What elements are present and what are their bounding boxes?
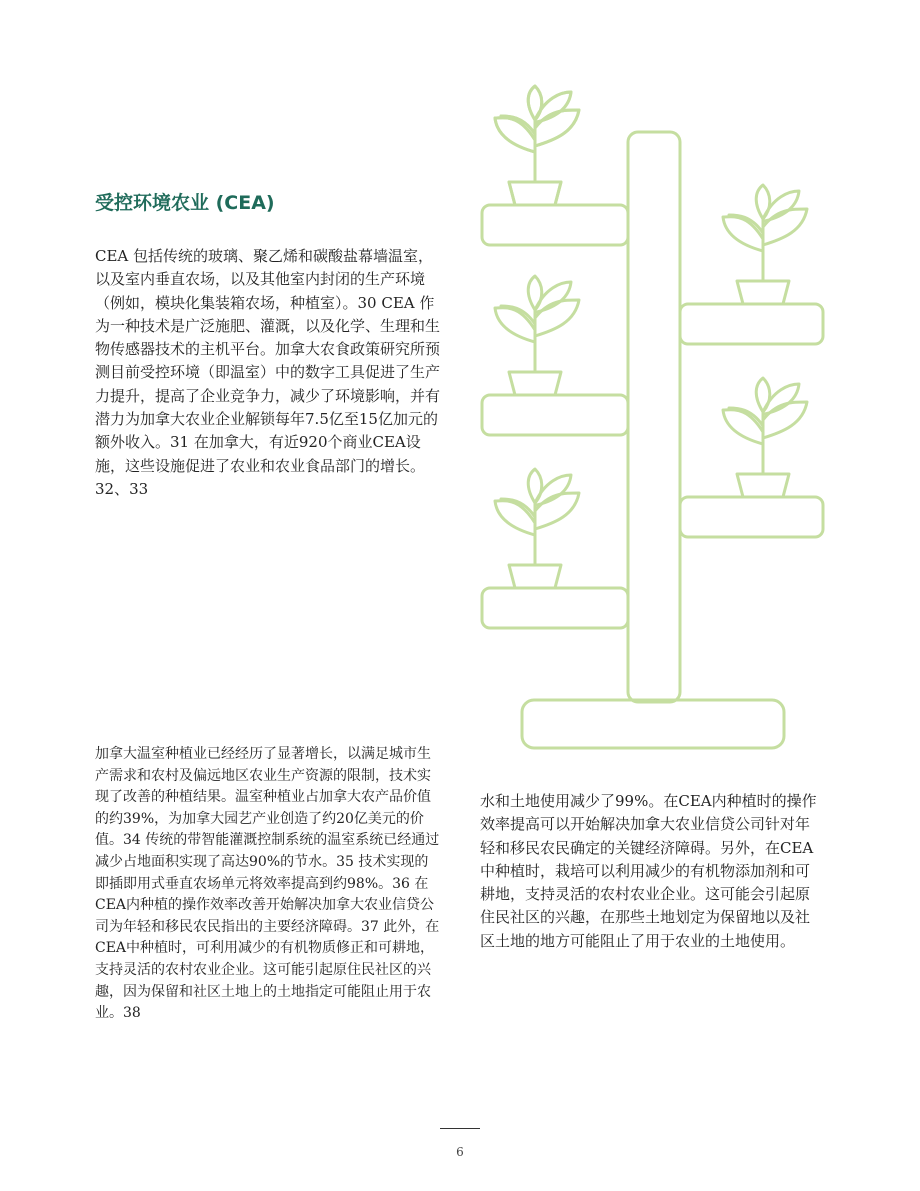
shelf-left-1 (482, 205, 628, 245)
central-post (628, 132, 680, 702)
shelf-left-2 (482, 395, 628, 435)
shelf-right-1 (680, 304, 823, 344)
greenhouse-paragraph: 加拿大温室种植业已经经历了显著增长，以满足城市生产需求和农村及偏远地区农业生产资源的限制，技术实现了改善的种植结果。温室种植业占加拿大农产品价值的约39%，为加拿大园艺产业创造了约20亿美元的价值。34 传统的带智能灌溉控制系统的温室系统已经通过减少占地面积实现了高达90%的节水。35 技术实现的即插即用式垂直农场单元将效率提高到约98%。36 在CEA内种植的操作效率改善开始解决加拿大农业信贷公司为年轻和移民农民指出的主要经济障碍。37 此外，在CEA中种植时，可利用减少的有机物质修正和可耕地，支持灵活的农村农业企业。这可能引起原住民社区的兴趣，因为保留和社区土地上的土地指定可能阻止用于农业。38 (95, 746, 440, 1022)
shelf-right-2 (680, 497, 823, 537)
page-number: 6 (456, 1145, 464, 1159)
base-platform (522, 700, 784, 748)
shelf-left-3 (482, 588, 628, 628)
footer-divider (440, 1128, 480, 1129)
section-heading: 受控环境农业 (CEA) (95, 192, 275, 214)
vertical-farm-plants-icon (475, 80, 835, 760)
intro-paragraph: CEA 包括传统的玻璃、聚乙烯和碳酸盐幕墙温室，以及室内垂直农场，以及其他室内封闭的生产环境（例如，模块化集装箱农场，种植室）。30 CEA 作为一种技术是广泛施肥、灌溉，以及化学、生理和生物传感器技术的主机平台。加拿大农食政策研究所预测目前受控环境（即温室）中的数字工具促进了生产力提升，提高了企业竞争力，减少了环境影响，并有潜力为加拿大农业企业解锁每年7.5亿至15亿加元的额外收入。31 在加拿大，有近920个商业CEA设施，这些设施促进了农业和农业食品部门的增长。32、33 (95, 247, 441, 498)
continued-paragraph: 水和土地使用减少了99%。在CEA内种植时的操作效率提高可以开始解决加拿大农业信贷公司针对年轻和移民农民确定的关键经济障碍。另外，在CEA中种植时，栽培可以利用减少的有机物添加剂和可耕地，支持灵活的农村农业企业。这可能会引起原住民社区的兴趣，在那些土地划定为保留地以及社区土地的地方可能阻止了用于农业的土地使用。 (480, 792, 817, 950)
